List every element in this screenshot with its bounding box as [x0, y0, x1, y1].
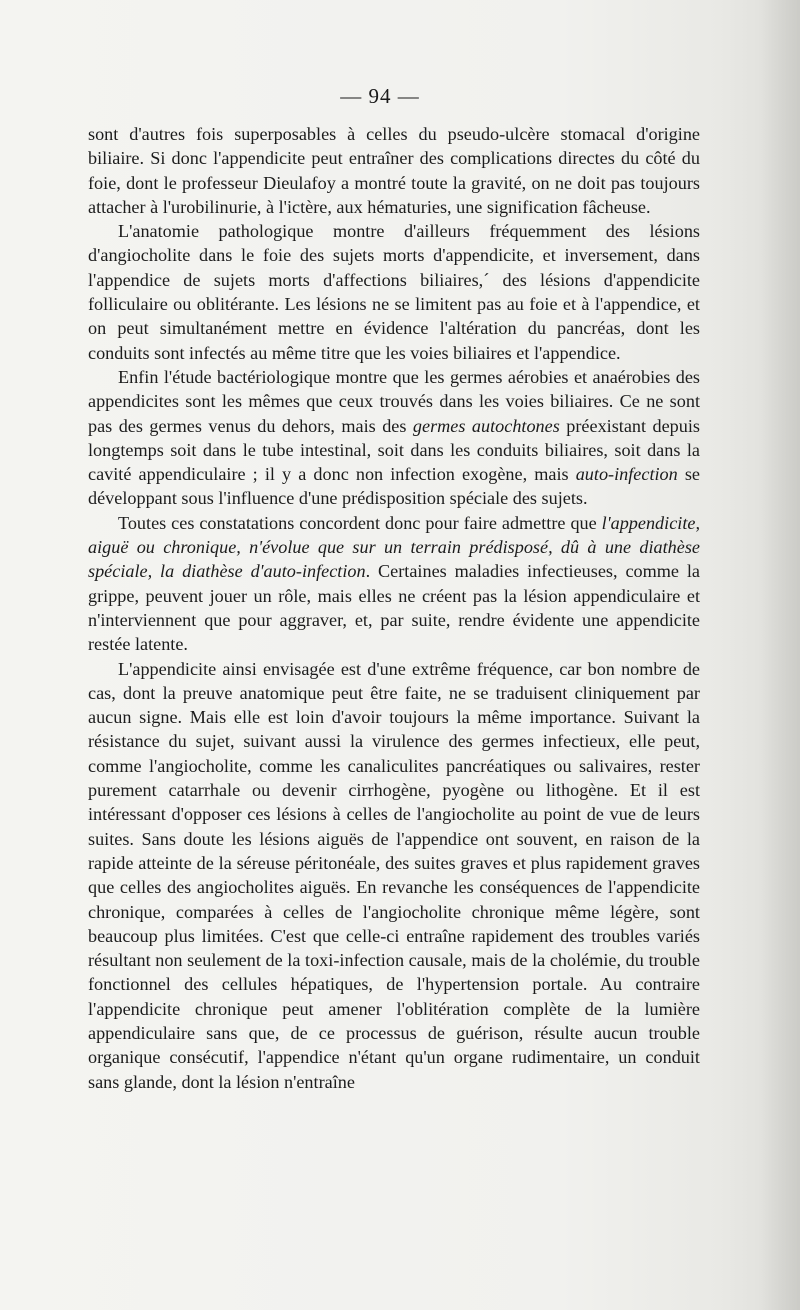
text-segment: sont d'autres fois superposables à celles du pseudo-ulcère stomacal d'origine biliaire. Si donc l'appendicite peut entraîner des complications directes du côté du foie, dont le professeur Dieulafoy a montré toute la gravité, on ne doit pas toujours attacher à l'urobilinurie, à l'ictère, aux hématuries, une signification fâcheuse. [88, 124, 700, 217]
text-segment: . Certaines maladies infectieuses, comme la grippe, peuvent jouer un rôle, mais elles ne créent pas la lésion appendiculaire et n'interviennent que pour aggraver, et, par suite, rendre évidente une appendicite restée latente. [88, 561, 700, 655]
body-text [88, 122, 700, 1094]
text-segment: Enfin l'étude bactériologique montre que les germes aérobies et anaérobies des appendicites sont les mêmes que ceux trouvés dans les voies biliaires. Ce ne sont pas des germes venus du dehors, mais des [88, 366, 700, 436]
text-segment: préexistant depuis longtemps soit dans le tube intestinal, soit dans les conduits biliaires, soit dans la cavité appendiculaire ; il y a donc non infection exogène, mais [88, 415, 701, 485]
paragraph-3 [88, 365, 700, 511]
paragraph-1 [88, 122, 700, 219]
text-segment: Toutes ces constatations concordent donc pour faire admettre que [118, 512, 602, 533]
page-number: — 94 — [340, 84, 420, 108]
page-edge-shadow [760, 0, 800, 1310]
italic-text: germes autochtones [412, 415, 560, 436]
text-segment: se développant sous l'influence d'une prédisposition spéciale des sujets. [88, 464, 700, 509]
italic-text: l'appendicite, aiguë ou chronique, n'évolue que sur un terrain prédisposé, dû à une diathèse spéciale, la diathèse d'auto-infection [88, 512, 700, 582]
paragraph-2 [88, 219, 700, 365]
paragraph-4 [88, 511, 700, 657]
text-segment: L'appendicite ainsi envisagée est d'une extrême fréquence, car bon nombre de cas, dont la preuve anatomique peut être faite, ne se traduisent cliniquement par aucun signe. Mais elle est loin d'avoir toujours la même importance. Suivant la résistance du sujet, suivant aussi la virulence des germes infectieux, elle peut, comme l'angiocholite, comme les canaliculites pancréatiques ou salivaires, rester purement catarrhale ou devenir cirrhogène, pyogène ou lithogène. Et il est intéressant d'opposer ces lésions à celles de l'angiocholite au point de vue de leurs suites. Sans doute les lésions aiguës de l'appendice ont souvent, en raison de la rapide atteinte de la séreuse péritonéale, des suites graves et plus rapidement graves que celles des angiocholites aiguës. En revanche les conséquences de l'appendicite chronique, comparées à celles de l'angiocholite chronique même légère, sont beaucoup plus limitées. C'est que celle-ci entraîne rapidement des troubles variés résultant non seulement de la toxi-infection causale, mais de la cholémie, du trouble fonctionnel des cellules hépatiques, de l'hypertension portale. Au contraire l'appendicite chronique peut amener l'oblitération complète de la lumière appendiculaire sans que, de ce processus de guérison, résulte aucun trouble organique consécutif, l'appendice n'étant qu'un organe rudimentaire, un conduit sans glande, dont la lésion n'entraîne [88, 658, 700, 1092]
text-segment: L'anatomie pathologique montre d'ailleurs fréquemment des lésions d'angiocholite dans le foie des sujets morts d'appendicite, et inversement, dans l'appendice de sujets morts d'affections biliaires,´ des lésions d'appendicite folliculaire ou oblitérante. Les lésions ne se limitent pas au foie et à l'appendice, et on peut simultanément mettre en évidence l'altération du pancréas, dont les conduits sont infectés au même titre que les voies biliaires et l'appendice. [88, 221, 700, 363]
paragraph-5 [88, 657, 700, 1094]
italic-text: auto-infection [575, 464, 678, 485]
